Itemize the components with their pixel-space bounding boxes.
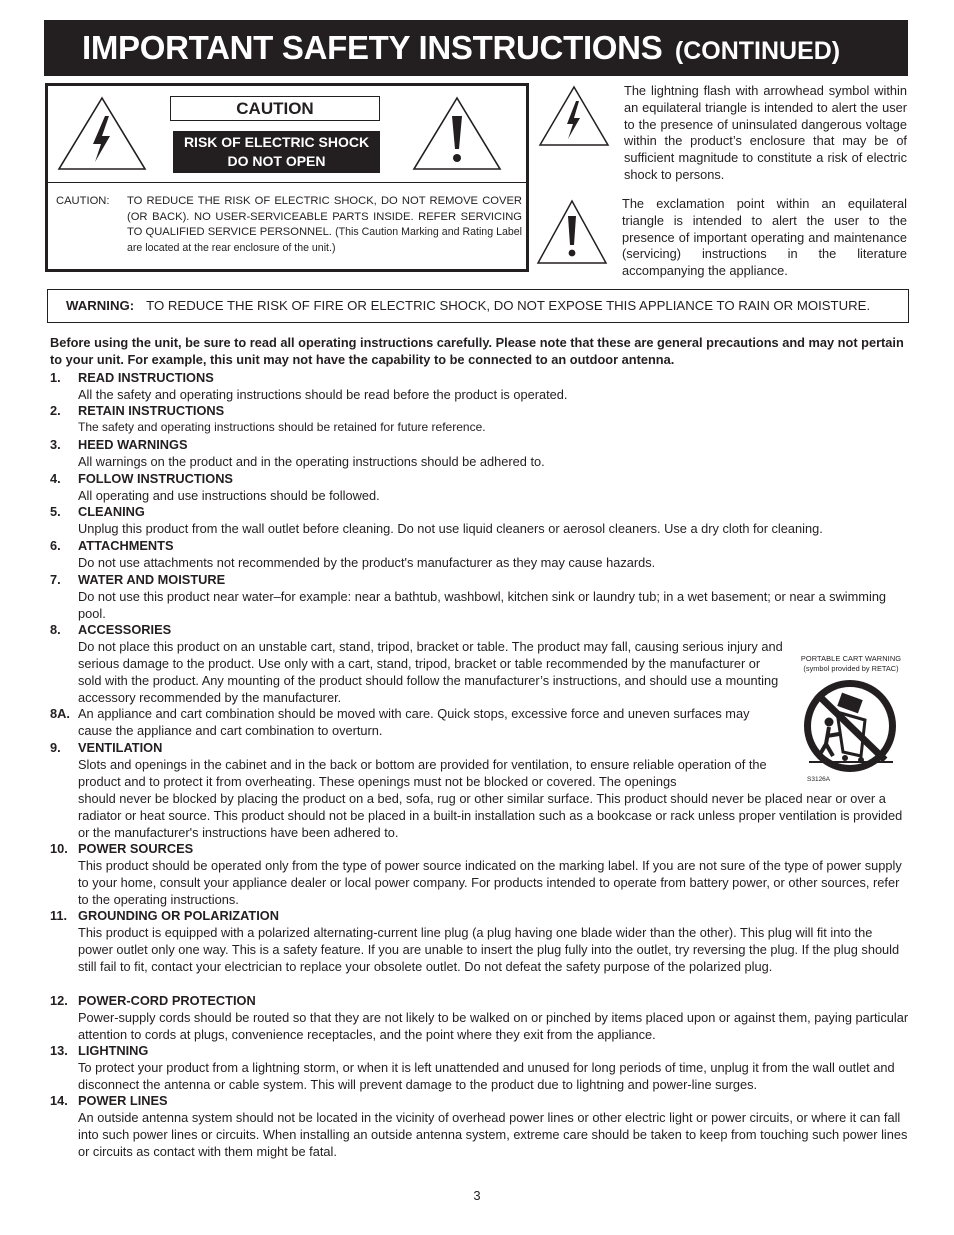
- item-number: 8A.: [50, 706, 70, 721]
- item-title: ATTACHMENTS: [78, 538, 174, 553]
- item-title: POWER SOURCES: [78, 841, 194, 856]
- item-body: All warnings on the product and in the operating instructions should be adhered to.: [78, 454, 545, 469]
- instruction-item: [50, 571, 910, 622]
- item-number: 14.: [50, 1093, 68, 1108]
- item-body: Unplug this product from the wall outlet before cleaning. Do not use liquid cleaners or aerosol cleaners. Use a dry cloth for cleaning.: [78, 521, 823, 536]
- page-subtitle: (CONTINUED): [674, 37, 841, 65]
- instruction-item: [50, 1092, 910, 1160]
- risk-line-1: RISK OF ELECTRIC SHOCK: [183, 134, 370, 150]
- instruction-item: [50, 537, 910, 571]
- instruction-item: [50, 621, 785, 706]
- item-title: POWER-CORD PROTECTION: [78, 993, 256, 1008]
- item-body: This product should be operated only from the type of power source indicated on the marking label. If you are not sure of the type of power supply to your home, consult your appliance dealer or local power company. For products intended to operate from battery power, or other sources, refer to the operating instructions.: [78, 858, 902, 907]
- item-number: 2.: [50, 403, 61, 418]
- item-number: 8.: [50, 622, 61, 637]
- intro-paragraph: Before using the unit, be sure to read all operating instructions carefully. Please note that these are general precautions and may not pertain to your unit. For example, this unit may not have the capability to be connected to an outdoor antenna.: [50, 335, 904, 367]
- item-number: 9.: [50, 740, 61, 755]
- item-body: To protect your product from a lightning storm, or when it is left unattended and unused for long periods of time, unplug it from the wall outlet and disconnect the antenna or cable system. This will prevent damage to the product due to lightning and power-line surges.: [78, 1060, 895, 1092]
- instruction-item: [50, 907, 910, 975]
- instruction-item: [50, 436, 910, 470]
- item-body: This product is equipped with a polarized alternating-current line plug (a plug having one blade wider than the other). This plug will fit into the power outlet only one way. This is a safety feature. If you are unable to insert the plug fully into the outlet, try reversing the plug. If the plug should still fail to fit, contact your electrician to replace your obsolete outlet. Do not defeat the safety purpose of the polarized plug.: [78, 925, 900, 974]
- item-number: 12.: [50, 993, 68, 1008]
- instruction-item: [50, 705, 785, 739]
- caution-note: (This Caution Marking and Rating Label are located at the rear enclosure of the unit.): [127, 226, 523, 254]
- exclamation-symbol-description: The exclamation point within an equilateral triangle is intended to alert the user to the presence of important operating and maintenance (servicing) instructions in the literature accompanying the appliance.: [622, 196, 907, 279]
- cart-warning-code: S3126A: [807, 776, 831, 783]
- item-number: 6.: [50, 538, 61, 553]
- item-title: GROUNDING OR POLARIZATION: [78, 908, 279, 923]
- item-number: 3.: [50, 437, 61, 452]
- item-title: WATER AND MOISTURE: [78, 572, 226, 587]
- instruction-item: [50, 369, 910, 403]
- instruction-item: [50, 470, 910, 504]
- warning-text: TO REDUCE THE RISK OF FIRE OR ELECTRIC SHOCK, DO NOT EXPOSE THIS APPLIANCE TO RAIN OR MOISTURE.: [146, 298, 871, 313]
- item-title: ACCESSORIES: [78, 622, 172, 637]
- item-body-continued: should never be blocked by placing the product on a bed, sofa, rug or other similar surface. This product should never be placed near or over a radiator or heat source. This product should not be placed in a built-in installation such as a bookcase or rack unless proper ventilation is provided or the manufacturer's instructions have been adhered to.: [78, 791, 903, 840]
- caution-prefix: CAUTION:: [56, 195, 110, 207]
- item-title: HEED WARNINGS: [78, 437, 188, 452]
- instruction-item: [50, 992, 910, 1043]
- risk-line-2: DO NOT OPEN: [227, 153, 326, 169]
- item-number: 5.: [50, 504, 61, 519]
- item-title: READ INSTRUCTIONS: [78, 370, 214, 385]
- item-body: All the safety and operating instructions should be read before the product is operated.: [78, 387, 568, 402]
- item-body: An appliance and cart combination should be moved with care. Quick stops, excessive force and uneven surfaces may cause the appliance and cart combination to overturn.: [78, 706, 750, 738]
- item-body: Do not use this product near water–for example: near a bathtub, washbowl, kitchen sink or laundry tub; in a wet basement; or near a swimming pool.: [78, 589, 887, 621]
- instruction-item: [50, 503, 910, 537]
- item-number: 10.: [50, 841, 68, 856]
- item-body: Power-supply cords should be routed so that they are not likely to be walked on or pinched by items placed upon or against them, paying particular attention to cords at plugs, convenience receptacles, and the point where they exit from the appliance.: [78, 1010, 909, 1042]
- item-number: 11.: [50, 908, 68, 923]
- item-title: CLEANING: [78, 504, 145, 519]
- cart-warning-caption-1: PORTABLE CART WARNING: [800, 654, 902, 663]
- item-number: 7.: [50, 572, 61, 587]
- item-body: [78, 756, 910, 841]
- page-number: 3: [473, 1188, 481, 1203]
- page-title: IMPORTANT SAFETY INSTRUCTIONS: [82, 29, 663, 66]
- cart-warning-caption-2: (symbol provided by RETAC): [803, 664, 899, 673]
- item-title: LIGHTNING: [78, 1043, 149, 1058]
- instruction-list: [50, 0, 910, 1235]
- instruction-item: [50, 1042, 910, 1093]
- item-number: 4.: [50, 471, 61, 486]
- item-title: FOLLOW INSTRUCTIONS: [78, 471, 233, 486]
- item-number: 13.: [50, 1043, 68, 1058]
- instruction-item: [50, 402, 910, 436]
- item-title: VENTILATION: [78, 740, 163, 755]
- item-body: Do not use attachments not recommended by the product's manufacturer as they may cause hazards.: [78, 555, 656, 570]
- item-body: The safety and operating instructions should be retained for future reference.: [78, 420, 486, 434]
- caution-main-text: TO REDUCE THE RISK OF ELECTRIC SHOCK, DO NOT REMOVE COVER (OR BACK). NO USER-SERVICEABLE PARTS INSIDE. REFER SERVICING TO QUALIFIED SERVICE PERSONNEL.: [127, 195, 522, 238]
- instruction-item: [50, 739, 910, 841]
- item-body: An outside antenna system should not be located in the vicinity of overhead power lines or other electric light or power circuits, or where it can fall into such power lines or circuits. When installing an outside antenna system, extreme care should be taken to keep from touching such power lines or circuits as contact with them might be fatal.: [78, 1110, 908, 1159]
- item-body: All operating and use instructions should be followed.: [78, 488, 380, 503]
- item-body-text: Slots and openings in the cabinet and in the back or bottom are provided for ventilation, to ensure reliable operation of the product and to protect it from overheating. These openings must not be blocked or covered. The openings: [78, 757, 767, 789]
- item-number: 1.: [50, 370, 61, 385]
- instruction-item: [50, 840, 910, 908]
- item-body: Do not place this product on an unstable cart, stand, tripod, bracket or table. The product may fall, causing serious injury and serious damage to the product. Use only with a cart, stand, tripod, bracket or table recommended by the manufacturer or sold with the product. Any mounting of the product should follow the manufacturer’s instructions, and should use a mounting accessory recommended by the manufacturer.: [78, 639, 783, 705]
- warning-label: WARNING:: [66, 298, 135, 313]
- portable-cart-warning-figure: [795, 654, 907, 790]
- lightning-symbol-description: The lightning flash with arrowhead symbol within an equilateral triangle is intended to alert the user to the presence of uninsulated dangerous voltage within the product’s enclosure that may be of sufficient magnitude to constitute a risk of electric shock to persons.: [624, 83, 907, 182]
- item-title: RETAIN INSTRUCTIONS: [78, 403, 225, 418]
- caution-label: CAUTION: [170, 96, 380, 121]
- portable-cart-warning-icon: [795, 676, 907, 776]
- item-title: POWER LINES: [78, 1093, 168, 1108]
